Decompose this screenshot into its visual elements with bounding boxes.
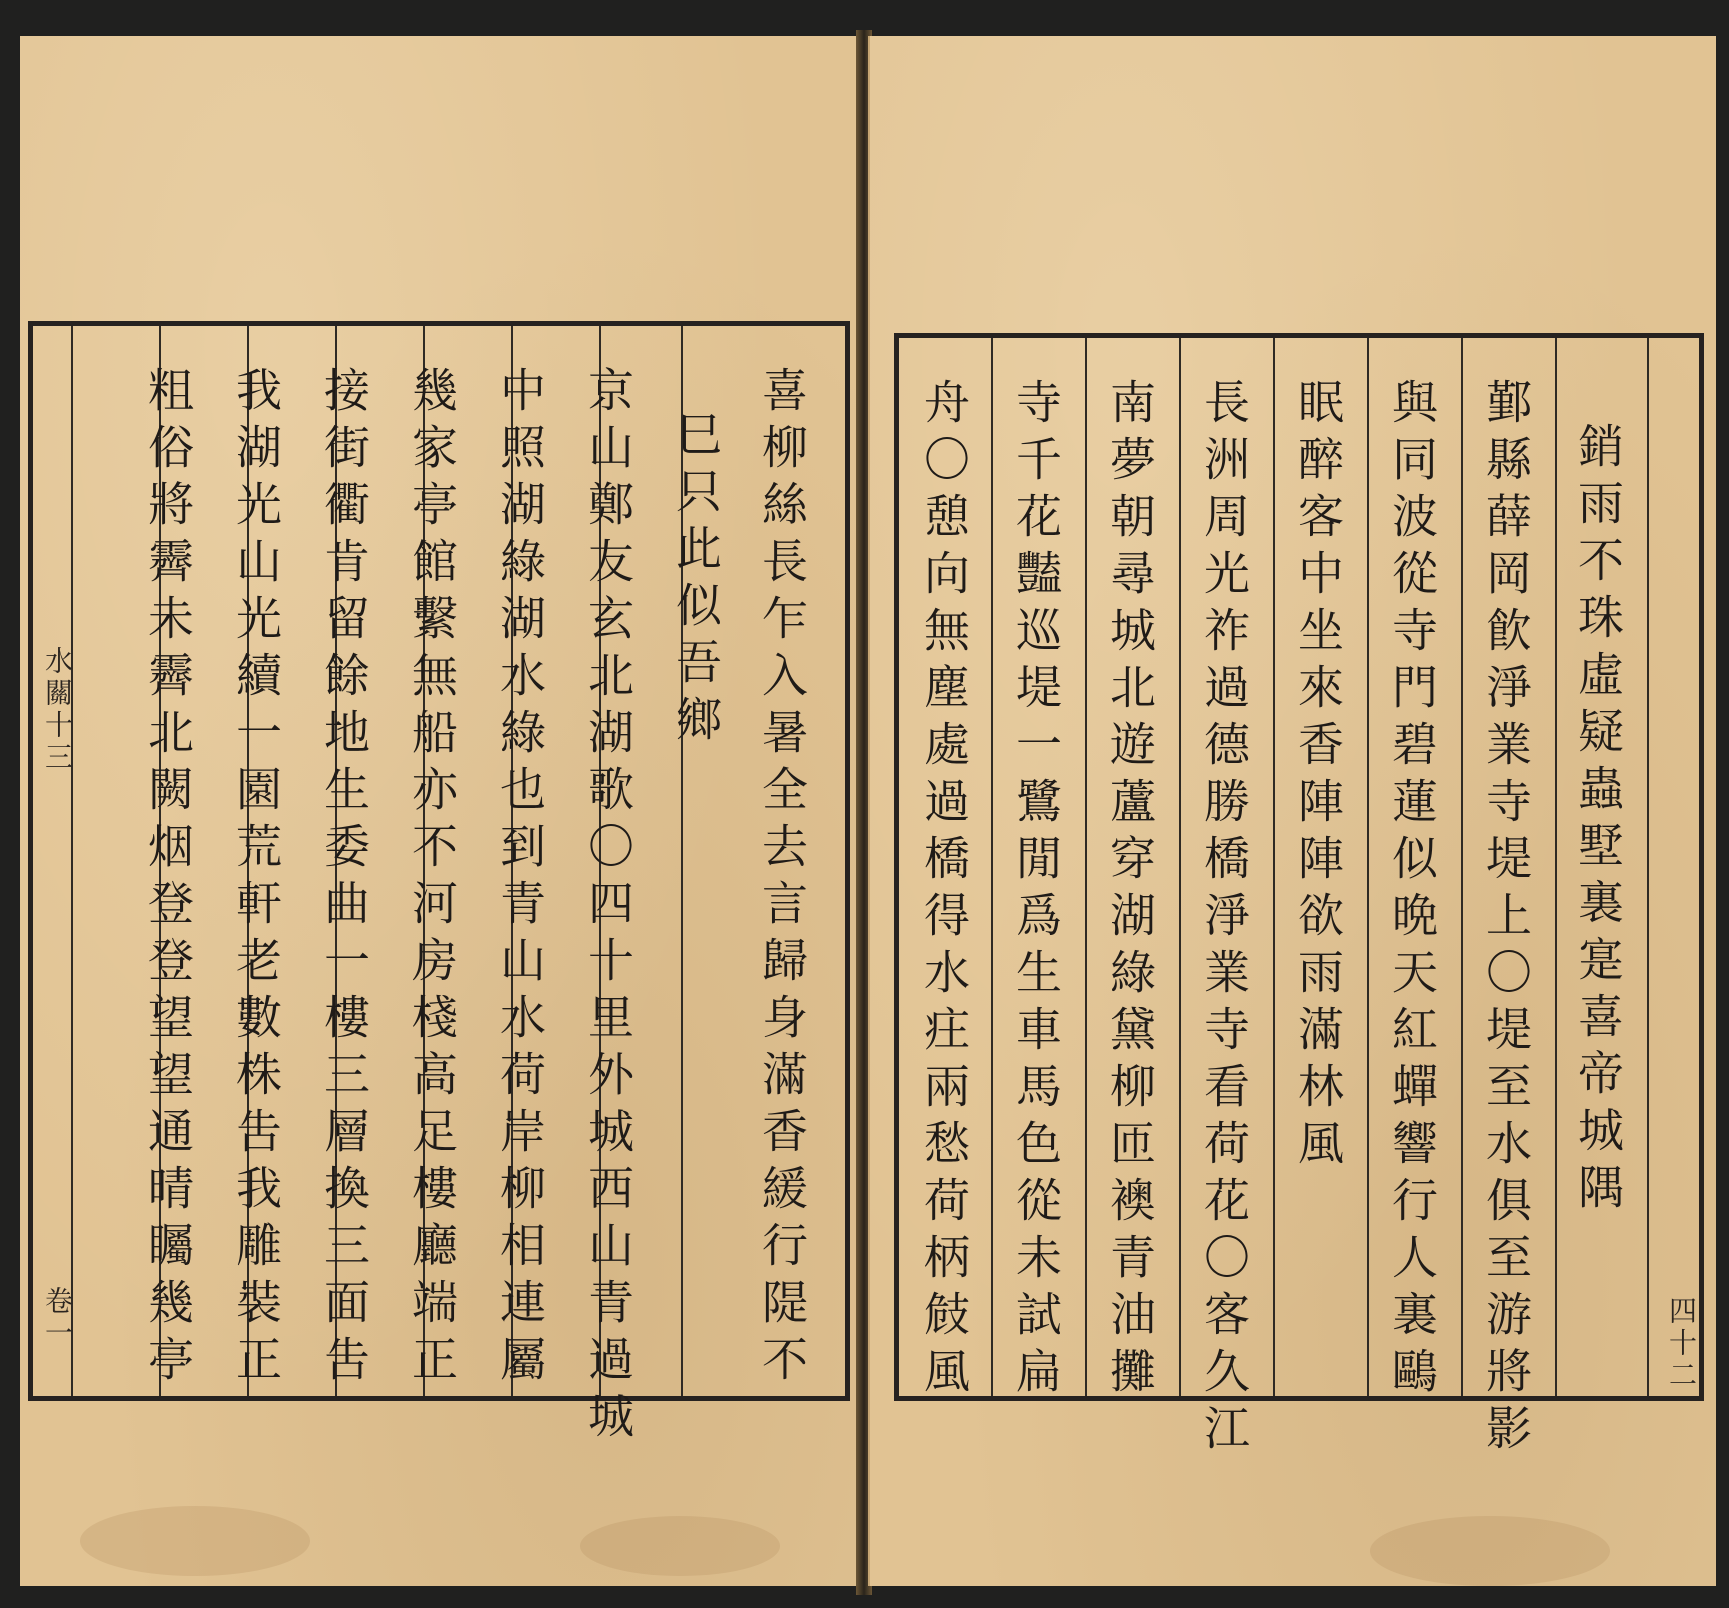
text-frame-right (894, 333, 1704, 1461)
text-column: 鄞縣薛岡飮淨業寺堤上〇堤至水俱至游將影 (1479, 378, 1533, 1461)
column-rule (1085, 338, 1087, 1396)
column-rule (991, 338, 993, 1396)
column-rule (1367, 338, 1369, 1396)
text-frame-left (28, 321, 850, 1449)
text-column: 眠醉客中坐來香陣陣欲雨滿林風 (1291, 378, 1345, 1176)
left-page (20, 36, 864, 1586)
column-rule (1273, 338, 1275, 1396)
margin-title: 水關十三 (41, 646, 74, 774)
text-column: 我湖光山光續一園荒軒老數株吿我雕裝正 (229, 366, 283, 1392)
text-column: 與同波從寺門碧蓮似晩天紅蟬響行人裏鷗 (1385, 378, 1439, 1404)
column-rule (71, 326, 73, 1396)
column-rule (1461, 338, 1463, 1396)
text-column: 南夢朝尋城北遊蘆穿湖綠黛柳匝襖青油攤 (1103, 378, 1157, 1404)
text-column: 接街衢肯留餘地生委曲一樓三層換三面吿 (317, 366, 371, 1392)
right-page (868, 36, 1716, 1586)
folio-number: 四十二 (1665, 1296, 1698, 1392)
column-rule (1555, 338, 1557, 1396)
column-rule (1179, 338, 1181, 1396)
text-column: 巳只此似吾鄉 (669, 410, 723, 752)
volume-label: 卷一 (41, 1286, 74, 1350)
text-column: 京山鄭友玄北湖歌〇四十里外城西山青過城 (581, 366, 635, 1449)
page-stain (1370, 1516, 1610, 1586)
text-column: 粗俗將霽未霽北闕烟登登望望通晴矚幾亭 (141, 366, 195, 1392)
text-column: 銷雨不珠虛疑蟲墅裏寔喜帝城隅 (1571, 422, 1625, 1220)
text-column: 幾家亭館繫無船亦不河房棧高足樓廳端正 (405, 366, 459, 1392)
page-stain (80, 1506, 310, 1576)
text-column: 長洲周光祚過德勝橋淨業寺看荷花〇客久江 (1197, 378, 1251, 1461)
text-column: 中照湖綠湖水綠也到青山水荷岸柳相連屬 (493, 366, 547, 1392)
text-column: 寺千花豔巡堤一鷺閒爲生車馬色從未試扁 (1009, 378, 1063, 1404)
column-rule (1647, 338, 1649, 1396)
page-stain (580, 1516, 780, 1576)
text-column: 喜柳絲長乍入暑全去言歸身滿香緩行隄不 (755, 366, 809, 1392)
text-column: 舟〇憩向無塵處過橋得水㽵兩愁荷柄㩻風 (917, 378, 971, 1404)
